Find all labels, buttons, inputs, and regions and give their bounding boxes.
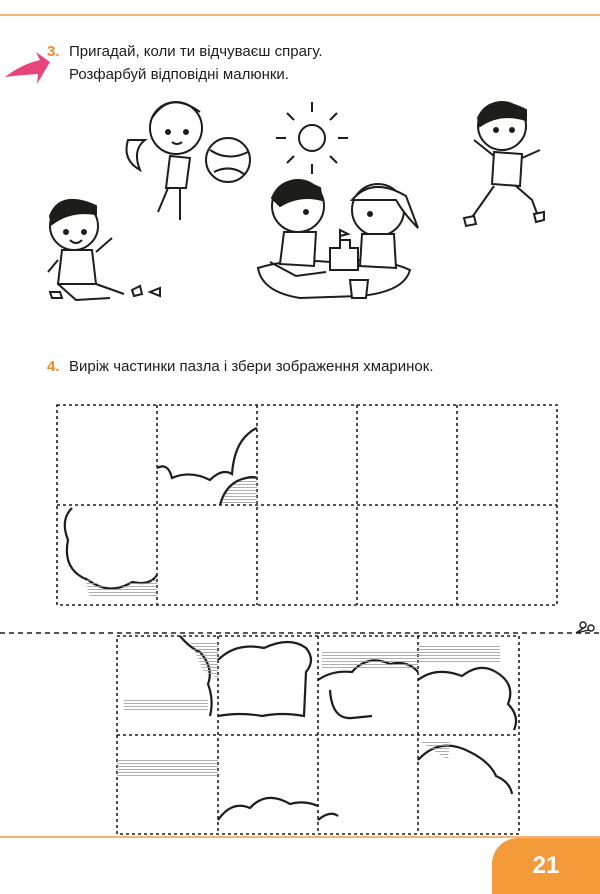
task-3-line-2: Розфарбуй відповідні малюнки. xyxy=(69,66,289,83)
puzzle-piece-5 xyxy=(117,758,218,778)
puzzle-piece-8 xyxy=(418,740,512,794)
puzzle-given-piece-bottom xyxy=(65,508,157,598)
scissors-icon xyxy=(576,622,594,633)
task-4-number: 4. xyxy=(47,358,60,375)
page-number-tab xyxy=(492,838,600,894)
puzzle-pieces-grid xyxy=(117,636,519,834)
puzzle-piece-3 xyxy=(318,650,418,718)
puzzle-target-grid xyxy=(57,405,557,605)
page-number: 21 xyxy=(532,852,560,879)
puzzle-piece-6 xyxy=(218,798,318,820)
task-3-number: 3. xyxy=(47,43,60,60)
puzzle-piece-2 xyxy=(218,642,311,716)
task-3-line-1: Пригадай, коли ти відчуваєш спрагу. xyxy=(69,43,323,60)
puzzle-given-piece-top xyxy=(157,428,257,505)
puzzle-piece-7 xyxy=(318,814,338,820)
task-4-text: Виріж частинки пазла і збери зображення хмаринок. xyxy=(69,358,434,375)
puzzle-piece-1 xyxy=(124,636,218,716)
puzzle-piece-4 xyxy=(418,646,516,730)
